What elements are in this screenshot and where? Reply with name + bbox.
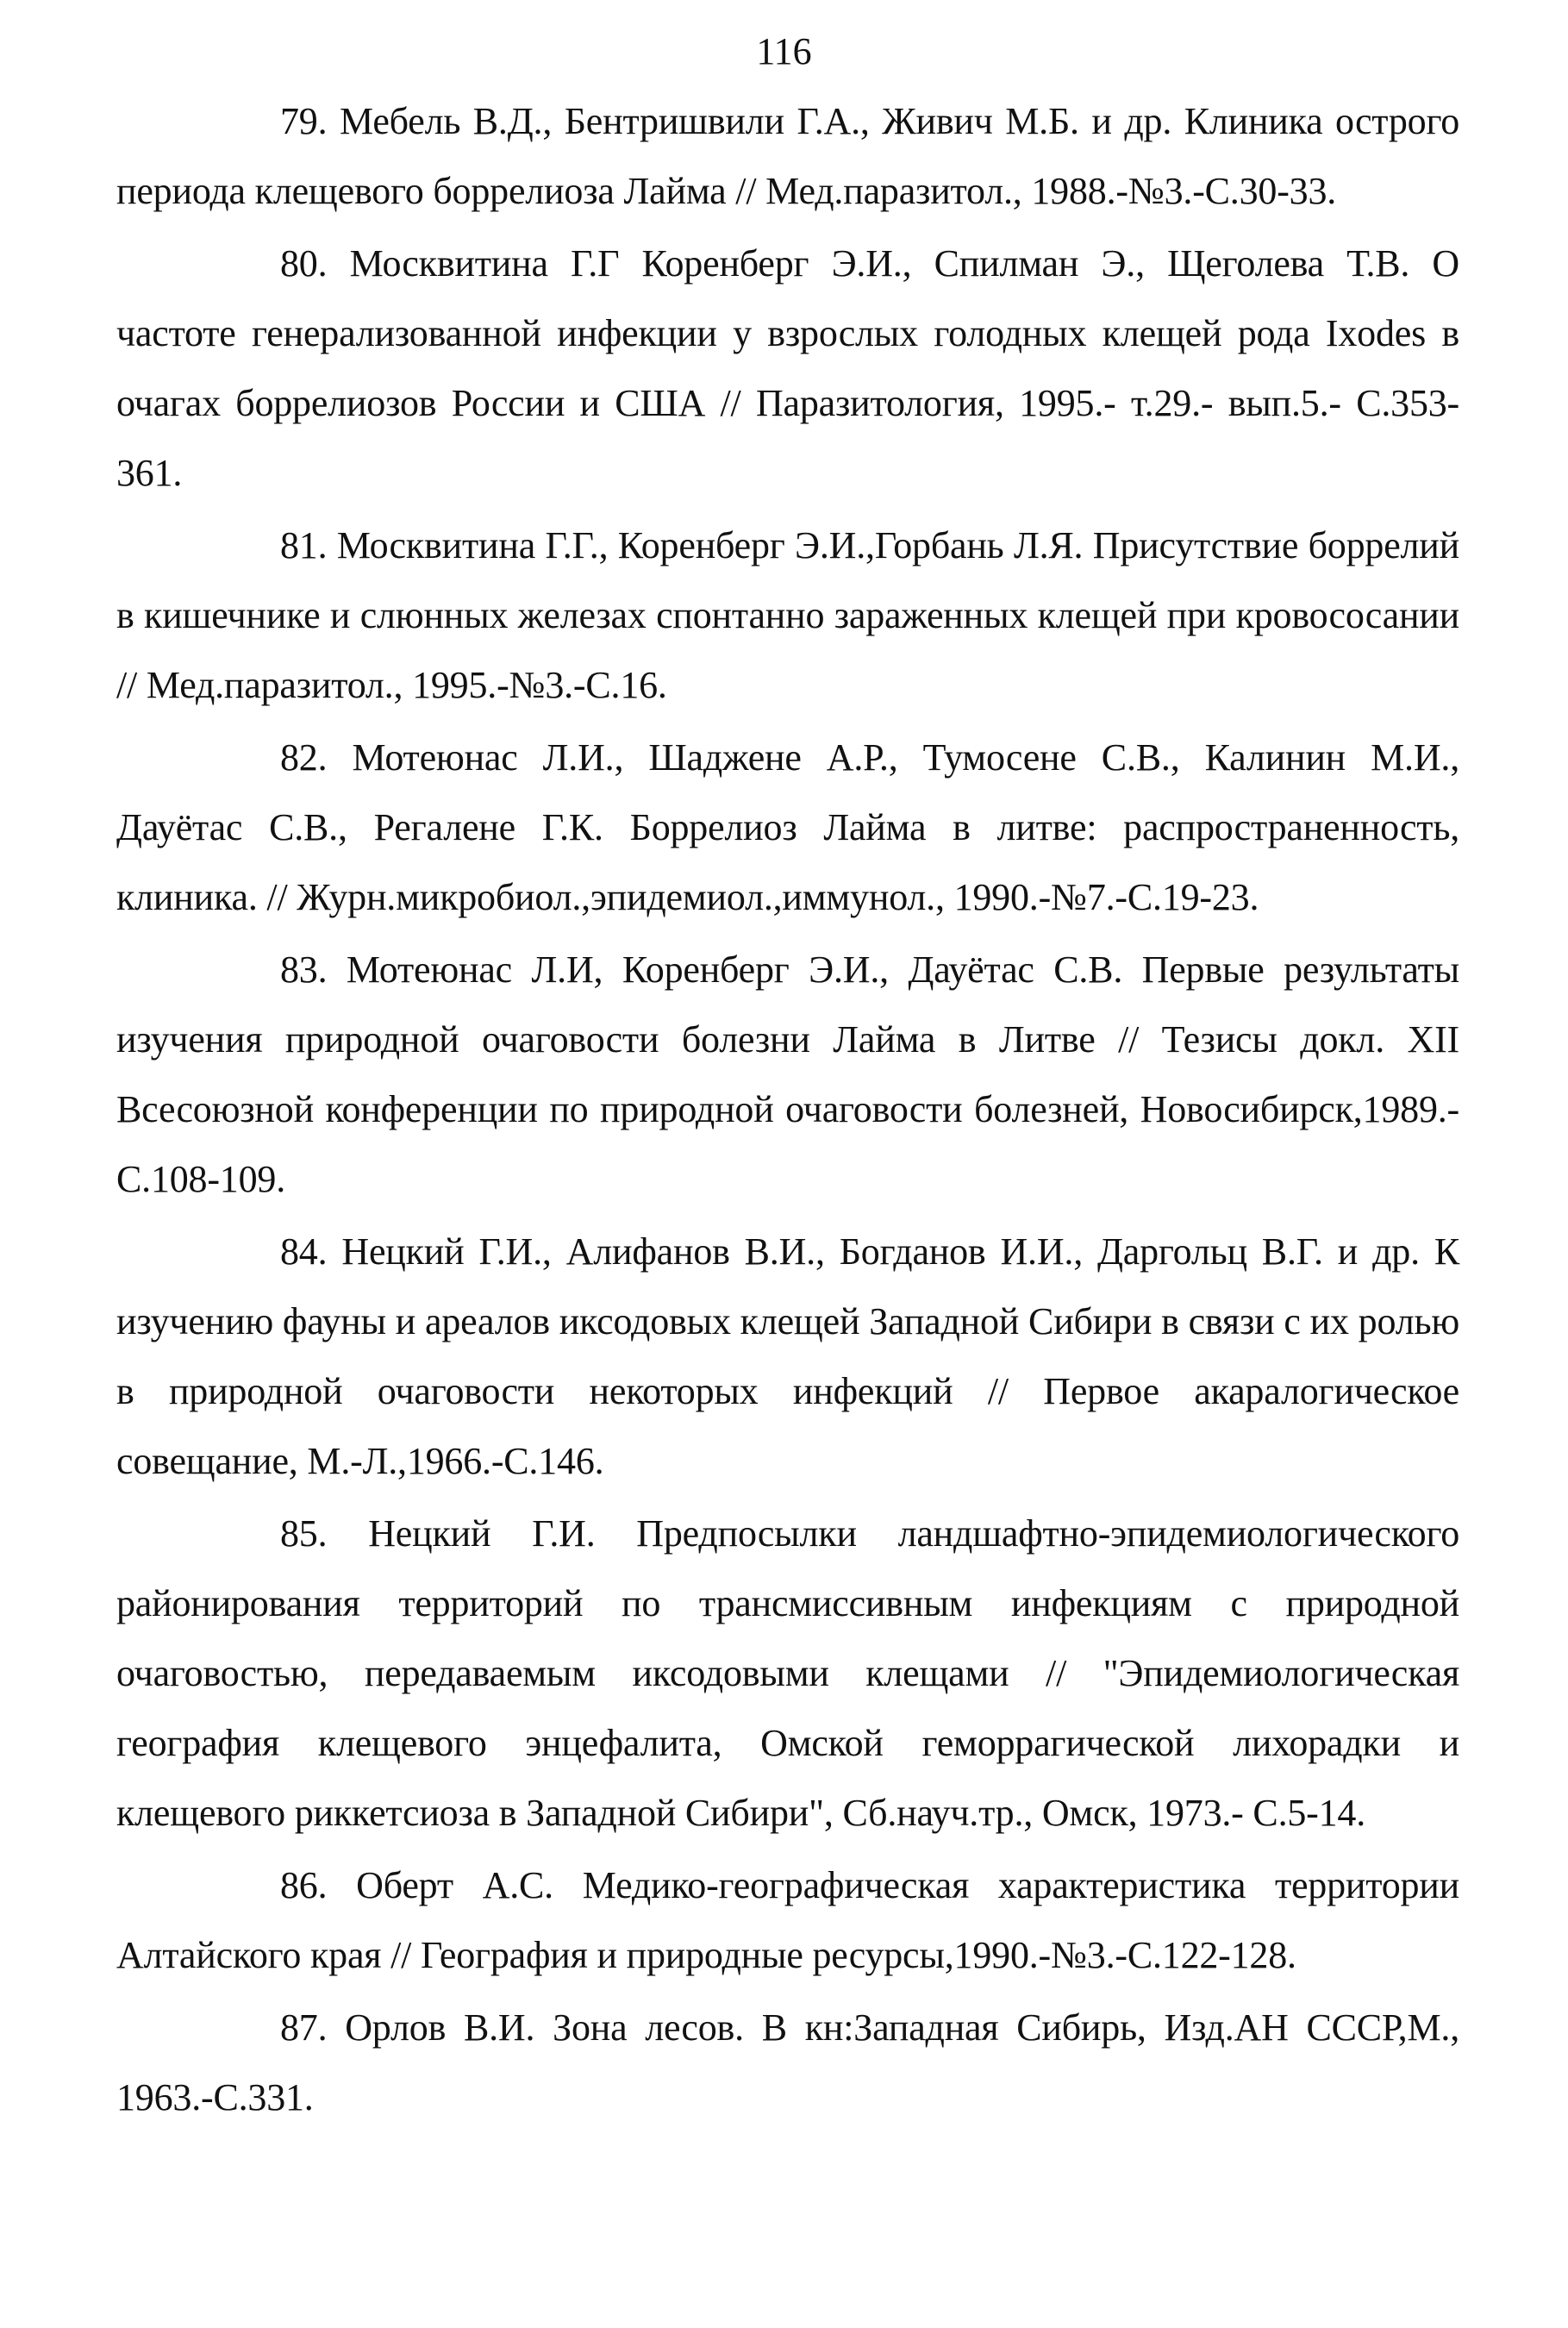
reference-item-83 bbox=[116, 935, 1459, 1214]
reference-item-86 bbox=[116, 1850, 1459, 1990]
reference-list bbox=[116, 86, 1459, 2135]
reference-number: 82. bbox=[280, 736, 328, 779]
reference-number: 79. bbox=[280, 100, 328, 142]
reference-text: Нецкий Г.И., Алифанов В.И., Богданов И.И., Даргольц В.Г. и др. К изучению фауны и ареалов иксодовых клещей Западной Сибири в связи с их ролью в природной очаговости некоторых инфекций // Первое акаралогическое совещание, М.-Л.,1966.-С.146. bbox=[116, 1230, 1459, 1482]
reference-number: 84. bbox=[280, 1230, 328, 1273]
reference-item-85 bbox=[116, 1499, 1459, 1848]
page-number: 116 bbox=[756, 30, 812, 72]
reference-item-81 bbox=[116, 510, 1459, 720]
reference-item-82 bbox=[116, 723, 1459, 932]
reference-item-87 bbox=[116, 1993, 1459, 2132]
reference-item-79 bbox=[116, 86, 1459, 226]
reference-number: 83. bbox=[280, 948, 328, 991]
reference-text: Москвитина Г.Г Коренберг Э.И., Спилман Э., Щеголева Т.В. О частоте генерализованной инфекции у взрослых голодных клещей рода Ixodes в очагах боррелиозов России и США // Паразитология, 1995.- т.29.- вып.5.- С.353-361. bbox=[116, 242, 1459, 494]
reference-text: Мотеюнас Л.И., Шадженe А.Р., Тумосене С.В., Калинин М.И., Дауётас С.В., Регалене Г.К. Боррелиоз Лайма в литве: распространенность, клиника. // Журн.микробиол.,эпидемиол.,иммунол., 1990.-№7.-С.19-23. bbox=[116, 736, 1459, 918]
reference-item-80 bbox=[116, 228, 1459, 508]
reference-text: Москвитина Г.Г., Коренберг Э.И.,Горбань Л.Я. Присутствие боррелий в кишечнике и слюнных железах спонтанно зараженных клещей при кровососании // Мед.паразитол., 1995.-№3.-С.16. bbox=[116, 524, 1459, 706]
reference-text: Орлов В.И. Зона лесов. В кн:Западная Сибирь, Изд.АН СССР,М., 1963.-С.331. bbox=[116, 2006, 1459, 2118]
reference-text: Мебель В.Д., Бентришвили Г.А., Живич М.Б. и др. Клиника острого периода клещевого боррелиоза Лайма // Мед.паразитол., 1988.-№3.-С.30-33. bbox=[116, 100, 1459, 212]
reference-text: Нецкий Г.И. Предпосылки ландшафтно-эпидемиологического районирования территорий по трансмиссивным инфекциям с природной очаговостью, передаваемым иксодовыми клещами // "Эпидемиологическая география клещевого энцефалита, Омской геморрагической лихорадки и клещевого риккетсиоза в Западной Сибири", Сб.науч.тр., Омск, 1973.- С.5-14. bbox=[116, 1512, 1459, 1834]
reference-item-84 bbox=[116, 1217, 1459, 1496]
reference-number: 80. bbox=[280, 242, 328, 285]
reference-number: 87. bbox=[280, 2006, 328, 2049]
reference-number: 85. bbox=[280, 1512, 328, 1555]
reference-text: Оберт А.С. Медико-географическая характеристика территории Алтайского края // География и природные ресурсы,1990.-№3.-С.122-128. bbox=[116, 1864, 1459, 1976]
reference-text: Мотеюнас Л.И, Коренберг Э.И., Дауётас С.В. Первые результаты изучения природной очаговости болезни Лайма в Литве // Тезисы докл. XII Всесоюзной конференции по природной очаговости болезней, Новосибирск,1989.-С.108-109. bbox=[116, 948, 1459, 1200]
reference-number: 86. bbox=[280, 1864, 328, 1906]
reference-number: 81. bbox=[280, 524, 328, 566]
